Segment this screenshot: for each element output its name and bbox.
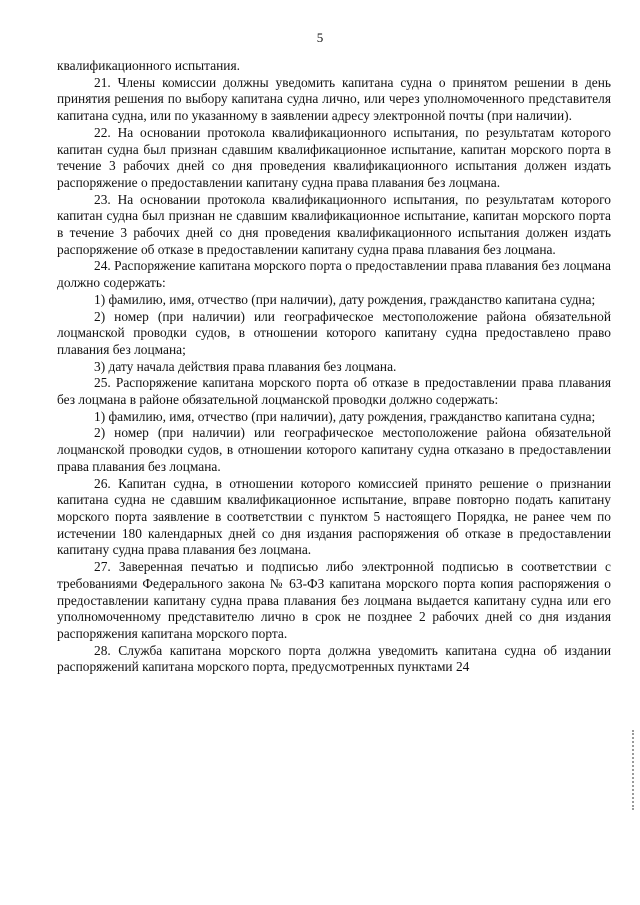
paragraph-24-item-2: 2) номер (при наличии) или географическое местоположение района обязательной лоцманской проводки судов, в отношении которого капитану судна предоставлено право плавания без лоцмана; — [57, 308, 611, 357]
paragraph-25-item-1: 1) фамилию, имя, отчество (при наличии), дату рождения, гражданство капитана судна; — [94, 408, 596, 424]
paragraph-25: 25. Распоряжение капитана морского порта об отказе в предоставлении права плавания без лоцмана в районе обязательной лоцманской проводки должно содержать: — [57, 375, 611, 408]
document-body — [57, 58, 611, 676]
paragraph-26: 26. Капитан судна, в отношении которого комиссией принято решение о признании капитана судна не сдавшим квалификационное испытание, вправе повторно подать капитану морского порта заявление в соответствии с пунктом 5 настоящего Порядка, не ранее чем по истечении 180 календарных дней со дня издания распоряжения об отказе в предоставлении капитану судна права плавания без лоцмана. — [57, 475, 611, 558]
paragraph-23: 23. На основании протокола квалификационного испытания, по результатам которого капитан судна был признан не сдавшим квалификационное испытание, капитан морского порта в течение 3 рабочих дней со дня проведения квалификационного испытания должен издать распоряжение об отказе в предоставлении капитану судна права плавания без лоцмана. — [57, 191, 611, 257]
page-number: 5 — [316, 30, 324, 45]
paragraph-24-item-1: 1) фамилию, имя, отчество (при наличии), дату рождения, гражданство капитана судна; — [94, 291, 596, 307]
paragraph-24: 24. Распоряжение капитана морского порта о предоставлении права плавания без лоцмана должно содержать: — [57, 258, 611, 291]
paragraph-24-item-3: 3) дату начала действия права плавания без лоцмана. — [94, 358, 397, 374]
binding-edge-mark — [632, 730, 636, 810]
paragraph-25-item-2: 2) номер (при наличии) или географическое местоположение района обязательной лоцманской проводки судов, в отношении которого капитану судна отказано в предоставлении права плавания без лоцмана. — [57, 425, 611, 474]
paragraph-continuation: квалификационного испытания. — [57, 58, 240, 73]
paragraph-28: 28. Служба капитана морского порта должна уведомить капитана судна об издании распоряжений капитана морского порта, предусмотренных пунктами 24 — [57, 642, 611, 675]
paragraph-21: 21. Члены комиссии должны уведомить капитана судна о принятом решении в день принятия решения по выбору капитана судна лично, или через уполномоченного представителя капитана судна, или по указанному в заявлении адресу электронной почты (при наличии). — [57, 74, 611, 124]
paragraph-22: 22. На основании протокола квалификационного испытания, по результатам которого капитан судна был признан сдавшим квалификационное испытание, капитан морского порта в течение 3 рабочих дней со дня проведения квалификационного испытания должен издать распоряжение о предоставлении капитану судна права плавания без лоцмана. — [57, 124, 611, 190]
paragraph-27: 27. Заверенная печатью и подписью либо электронной подписью в соответствии с требованиями Федерального закона № 63-ФЗ капитана морского порта копия распоряжения о предоставлении капитану судна права плавания без лоцмана выдается капитану судна или его уполномоченному представителю лично в срок не позднее 2 рабочих дней со дня издания распоряжения капитана морского порта. — [57, 559, 611, 641]
